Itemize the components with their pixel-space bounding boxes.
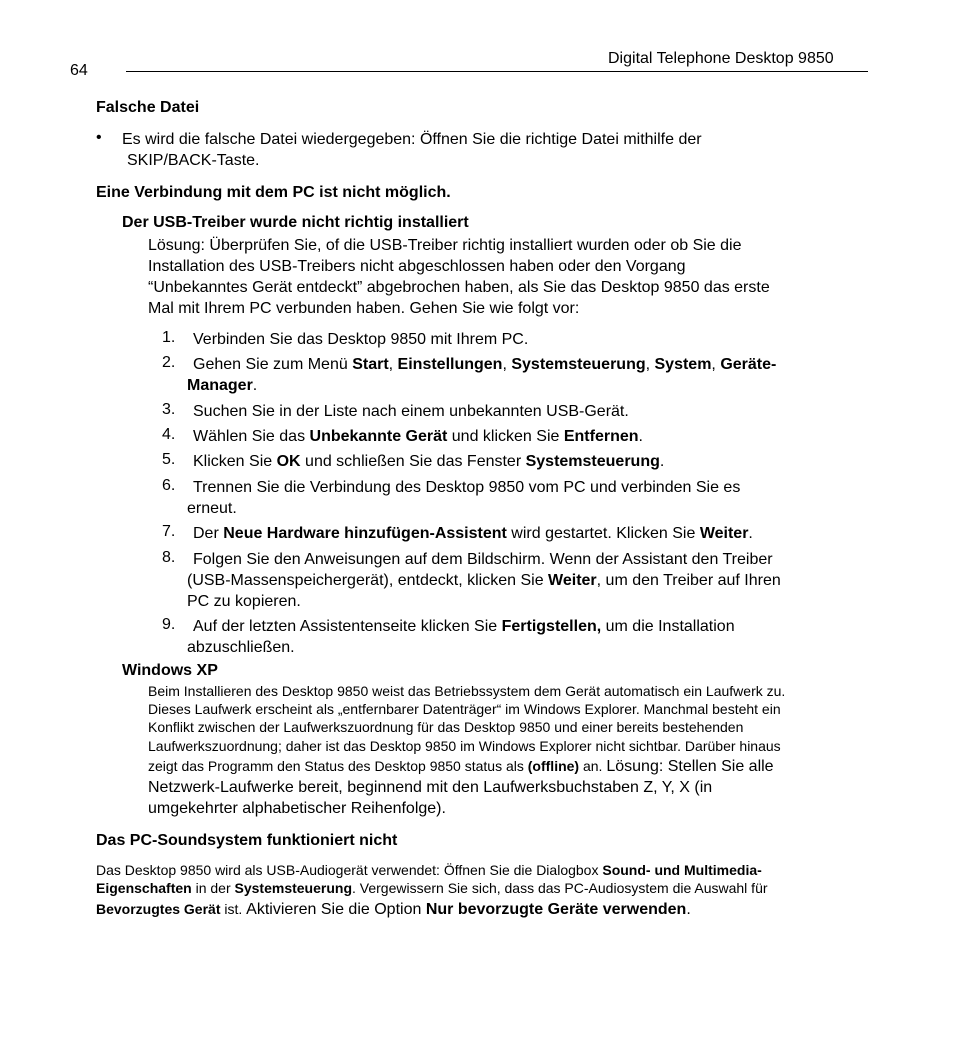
bold-run: Nur bevorzugte Geräte verwenden [425,901,687,918]
step-text-run: Auf der letzten Assistentenseite klicken Sie [193,618,502,635]
section-heading-falsche-datei: Falsche Datei [96,99,200,116]
step-text-run: . [252,377,258,394]
step-text-run: um die Installation [601,618,735,635]
step-text-run: . [659,453,665,470]
step-bold-run: Geräte- [720,356,777,373]
step-bold-run: Start [352,356,389,373]
text-run: Das Desktop 9850 wird als USB-Audiogerät verwendet: Öffnen Sie die Dialogbox [96,862,603,878]
step-number: 8. [162,549,176,566]
bullet-text-line2: SKIP/BACK-Taste. [127,152,260,169]
step-text-run: wird gestartet. Klicken Sie [506,525,700,542]
sound-line-1 [96,861,762,880]
subheading-usb-treiber: Der USB-Treiber wurde nicht richtig installiert [122,214,469,231]
step-text-run: , [388,356,398,373]
header-divider [126,71,868,72]
step-text-continuation [187,498,867,519]
text-run: zeigt das Programm den Status des Desktop 9850 status als [148,758,528,774]
step-text-continuation [187,591,867,612]
bold-run: Eigenschaften [96,880,192,896]
step-text-run: , [502,356,512,373]
step-text-run: Verbinden Sie das Desktop 9850 mit Ihrem PC. [193,331,529,348]
step-text [193,426,873,447]
sound-line-2 [96,879,768,898]
windows-xp-line-3: Konflikt zwischen der Laufwerkszuordnung für das Desktop 9850 und einer bereits bestehenden [148,719,744,735]
bold-run: Systemsteuerung [234,880,352,896]
text-run: . Vergewissern Sie sich, dass das PC-Audiosystem die Auswahl für [352,880,768,896]
step-text-run: erneut. [187,500,237,517]
bullet-text-line1: Es wird die falsche Datei wiedergegeben: Öffnen Sie die richtige Datei mithilfe der [122,131,702,148]
intro-line-3: “Unbekanntes Gerät entdeckt” abgebrochen haben, als Sie das Desktop 9850 das erste [148,279,770,296]
bold-run: Bevorzugtes Gerät [96,901,221,917]
text-run: Lösung: Stellen Sie alle [606,758,774,775]
text-run: an. [579,758,607,774]
step-text-run: PC zu kopieren. [187,593,301,610]
windows-xp-line-7: umgekehrter alphabetischer Reihenfolge). [148,800,446,817]
step-text-continuation [187,375,867,396]
step-text-run: Der [193,525,224,542]
windows-xp-line-6: Netzwerk-Laufwerke bereit, beginnend mit den Laufwerksbuchstaben Z, Y, X (in [148,779,713,796]
step-bold-run: Entfernen [563,428,639,445]
step-text [193,329,873,350]
bold-run: Sound- und Multimedia- [602,862,762,878]
step-text [193,616,873,637]
step-text-run: , um den Treiber auf Ihren [596,572,781,589]
subheading-windows-xp: Windows XP [122,662,218,679]
section-heading-verbindung: Eine Verbindung mit dem PC ist nicht möglich. [96,184,451,201]
windows-xp-line-4: Laufwerkszuordnung; daher ist das Desktop 9850 im Windows Explorer nicht sichtbar. Darüber hinaus [148,738,781,754]
step-number: 2. [162,354,176,371]
step-text [193,451,873,472]
text-run: ist. [220,901,247,917]
step-bold-run: Einstellungen [397,356,503,373]
step-text [193,401,873,422]
step-bold-run: Manager [187,377,253,394]
step-number: 3. [162,401,176,418]
step-bold-run: OK [276,453,301,470]
sound-line-3 [96,899,691,920]
step-text-run: Suchen Sie in der Liste nach einem unbekannten USB-Gerät. [193,403,629,420]
step-number: 1. [162,329,176,346]
step-text-run: Wählen Sie das [193,428,310,445]
step-number: 5. [162,451,176,468]
step-text-run: Folgen Sie den Anweisungen auf dem Bildschirm. Wenn der Assistant den Treiber [193,551,773,568]
step-text [193,523,873,544]
step-text-continuation [187,637,867,658]
step-bold-run: System [654,356,712,373]
step-text-run: , [711,356,721,373]
step-bold-run: Weiter [699,525,749,542]
step-text-run: abzuschließen. [187,639,295,656]
text-run: Aktivieren Sie die Option [246,901,426,918]
step-text-run: Trennen Sie die Verbindung des Desktop 9850 vom PC und verbinden Sie es [193,479,741,496]
windows-xp-line-5 [148,756,774,777]
step-text [193,477,873,498]
step-bold-run: Unbekannte Gerät [309,428,448,445]
step-text-continuation [187,570,867,591]
step-number: 6. [162,477,176,494]
step-number: 7. [162,523,176,540]
step-text [193,354,873,375]
step-bold-run: Neue Hardware hinzufügen-Assistent [223,525,507,542]
section-heading-sound: Das PC-Soundsystem funktioniert nicht [96,832,398,849]
step-bold-run: Fertigstellen, [501,618,602,635]
windows-xp-line-1: Beim Installieren des Desktop 9850 weist das Betriebssystem dem Gerät automatisch ein Laufwerk zu. [148,683,786,699]
header-title: Digital Telephone Desktop 9850 [608,50,834,67]
step-text [193,549,873,570]
step-number: 4. [162,426,176,443]
step-number: 9. [162,616,176,633]
step-text-run: und schließen Sie das Fenster [300,453,526,470]
step-text-run: Klicken Sie [193,453,277,470]
text-run: . [686,901,691,918]
step-text-run: . [748,525,753,542]
step-bold-run: Systemsteuerung [525,453,660,470]
intro-line-1: Lösung: Überprüfen Sie, of die USB-Treiber richtig installiert wurden oder ob Sie die [148,237,742,254]
step-text-run: und klicken Sie [447,428,564,445]
step-text-run: Gehen Sie zum Menü [193,356,353,373]
text-run: in der [191,880,235,896]
intro-line-4: Mal mit Ihrem PC verbunden haben. Gehen Sie wie folgt vor: [148,300,580,317]
step-text-run: , [645,356,655,373]
step-text-run: . [638,428,643,445]
bold-run: (offline) [527,758,580,774]
step-bold-run: Systemsteuerung [511,356,646,373]
page-number: 64 [70,62,88,79]
step-text-run: (USB-Massenspeichergerät), entdeckt, klicken Sie [187,572,549,589]
step-bold-run: Weiter [548,572,597,589]
windows-xp-line-2: Dieses Laufwerk erscheint als „entfernbarer Datenträger“ im Windows Explorer. Manchmal besteht ein [148,701,781,717]
bullet-icon: • [96,129,102,146]
intro-line-2: Installation des USB-Treibers nicht abgeschlossen haben oder den Vorgang [148,258,686,275]
